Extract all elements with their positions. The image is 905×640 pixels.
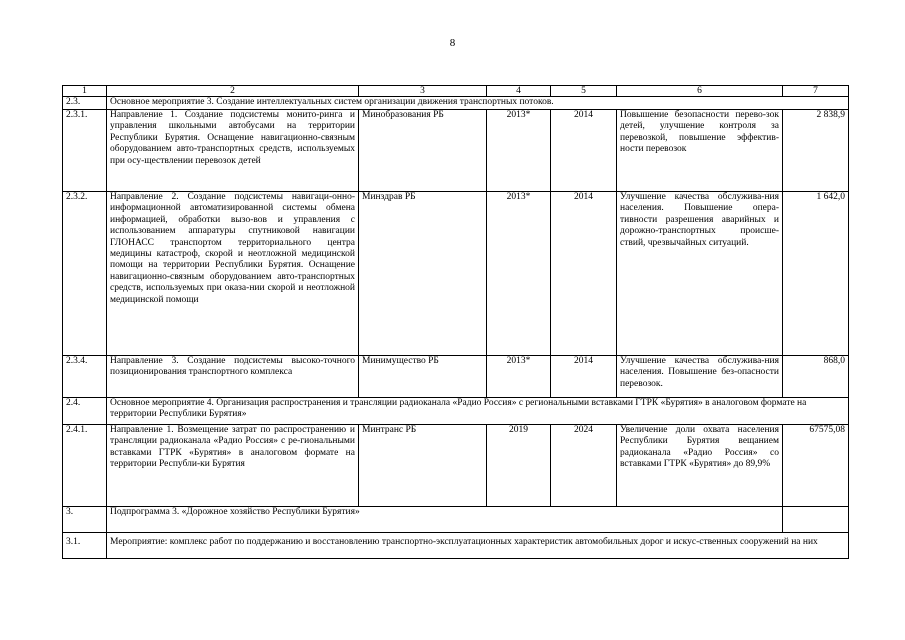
program-table bbox=[62, 85, 849, 559]
page-number: 8 bbox=[449, 37, 456, 49]
start-year: 2013* bbox=[487, 192, 551, 356]
funding-amount: 1 642,0 bbox=[783, 192, 849, 356]
funding-amount: 868,0 bbox=[783, 356, 849, 398]
section-title: Основное мероприятие 4. Организация распространения и трансляции радиоканала «Радио Россия» с региональными вставками ГТРК «Бурятия» в аналоговом формате на территории Республики Бурятия» bbox=[107, 398, 849, 425]
row-number: 2.3.4. bbox=[63, 356, 107, 398]
table-row bbox=[63, 356, 849, 398]
expected-result: Повышение безопасности перево-зок детей, улучшение контроля за перевозкой, повышение эффектив-ности перевозок bbox=[617, 110, 783, 192]
table-row bbox=[63, 192, 849, 356]
end-year: 2014 bbox=[551, 110, 617, 192]
table-row bbox=[63, 533, 849, 559]
row-number: 2.4. bbox=[63, 398, 107, 425]
table-row bbox=[63, 97, 849, 110]
end-year: 2024 bbox=[551, 425, 617, 507]
executor: Минимущество РБ bbox=[359, 356, 487, 398]
row-number: 3. bbox=[63, 507, 107, 533]
header-row bbox=[63, 86, 849, 97]
row-number: 2.3.1. bbox=[63, 110, 107, 192]
funding-amount: 67575,08 bbox=[783, 425, 849, 507]
funding-amount: 2 838,9 bbox=[783, 110, 849, 192]
table-row bbox=[63, 425, 849, 507]
expected-result: Увеличение доли охвата населения Республики Бурятия вещанием радиоканала «Радио Россия» со вставками ГТРК «Бурятия» до 89,9% bbox=[617, 425, 783, 507]
end-year: 2014 bbox=[551, 356, 617, 398]
table-row bbox=[63, 398, 849, 425]
row-number: 2.3. bbox=[63, 97, 107, 110]
header-cell: 5 bbox=[551, 86, 617, 97]
table-row bbox=[63, 507, 849, 533]
direction-text: Направление 1. Создание подсистемы монито-ринга и управления школьными автобусами на территории Республики Бурятия. Оснащение навигационно-связным оборудованием авто-транспортных средств, используемых при осу-ществлении перевозок детей bbox=[107, 110, 359, 192]
expected-result: Улучшение качества обслужива-ния населения. Повышение без-опасности перевозок. bbox=[617, 356, 783, 398]
direction-text: Направление 3. Создание подсистемы высоко-точного позиционирования транспортного комплекса bbox=[107, 356, 359, 398]
executor: Минздрав РБ bbox=[359, 192, 487, 356]
start-year: 2013* bbox=[487, 110, 551, 192]
header-cell: 1 bbox=[63, 86, 107, 97]
executor: Минобразования РБ bbox=[359, 110, 487, 192]
section-title: Основное мероприятие 3. Создание интеллектуальных систем организации движения транспортных потоков. bbox=[107, 97, 849, 110]
header-cell: 2 bbox=[107, 86, 359, 97]
table-row bbox=[63, 110, 849, 192]
subprogram-title: Подпрограмма 3. «Дорожное хозяйство Республики Бурятия» bbox=[107, 507, 783, 533]
activity-text: Мероприятие: комплекс работ по поддержанию и восстановлению транспортно-эксплуатационных характеристик автомобильных дорог и искус-ственных сооружений на них bbox=[107, 533, 849, 559]
row-number: 2.3.2. bbox=[63, 192, 107, 356]
header-cell: 3 bbox=[359, 86, 487, 97]
direction-text: Направление 1. Возмещение затрат по распространению и трансляции радиоканала «Радио Россия» с ре-гиональными вставками ГТРК «Бурятия» в аналоговом формате на территории Республи-ки Бурятия bbox=[107, 425, 359, 507]
direction-text: Направление 2. Создание подсистемы навигаци-онно-информационной автоматизированной системы обмена информацией, обработки вызо-вов и управления с использованием аппаратуры спутниковой навигации ГЛОНАСС транспортом территориального центра медицины катастроф, скорой и неотложной медицинской помощи на территории Республики Бурятия. Оснащение навигационно-связным оборудованием авто-транспортных средств, используемых при оказа-нии скорой и неотложной медицинской помощи bbox=[107, 192, 359, 356]
header-cell: 6 bbox=[617, 86, 783, 97]
expected-result: Улучшение качества обслужива-ния населения. Повышение опера-тивности разрешения аварийных и дорожно-транспортных происше-ствий, чрезвычайных ситуаций. bbox=[617, 192, 783, 356]
header-cell: 4 bbox=[487, 86, 551, 97]
end-year: 2014 bbox=[551, 192, 617, 356]
start-year: 2013* bbox=[487, 356, 551, 398]
empty-cell bbox=[783, 507, 849, 533]
header-cell: 7 bbox=[783, 86, 849, 97]
start-year: 2019 bbox=[487, 425, 551, 507]
row-number: 2.4.1. bbox=[63, 425, 107, 507]
row-number: 3.1. bbox=[63, 533, 107, 559]
executor: Минтранс РБ bbox=[359, 425, 487, 507]
